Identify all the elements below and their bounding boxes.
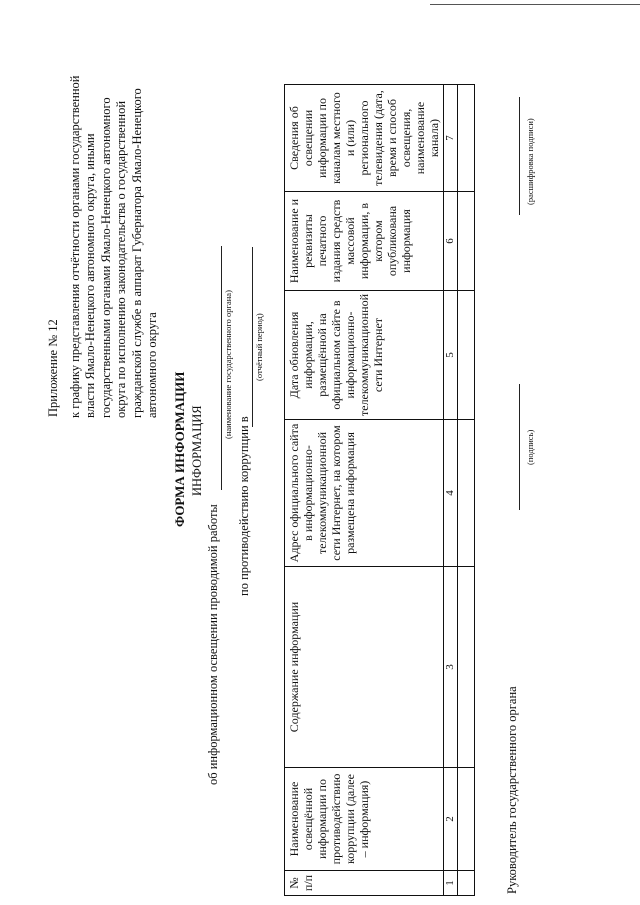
header-tv: Сведения об освещении информации по каналам местного и (или) регионального телевидения (дата, время и способ освещения, наименование канала) [285, 85, 444, 192]
header-website: Адрес официального сайта в информационно-телекоммуникационной сети Интернет, на котором размещена информация [285, 420, 444, 567]
table-cell [458, 85, 475, 192]
column-number: 7 [444, 85, 458, 192]
head-label: Руководитель государственного органа [505, 686, 519, 894]
table-cell [458, 768, 475, 871]
signature-line [519, 384, 520, 510]
signature-caption: (подпись) [525, 429, 535, 465]
appendix-line: власти Ямало-Ненецкого автономного округа, иными [83, 133, 98, 418]
header-number: № п/п [285, 871, 444, 896]
column-number: 5 [444, 291, 458, 420]
subtitle-line-2: по противодействию коррупции в [237, 416, 251, 596]
appendix-title: Приложение № 12 [46, 319, 60, 417]
appendix-line: гражданской службе в аппарат Губернатора Ямало-Ненецкого [129, 88, 144, 418]
column-number: 1 [444, 871, 458, 896]
table-cell [458, 291, 475, 420]
header-print-media: Наименование и реквизиты печатного издания средств массовой информации, в котором опубликована информация [285, 192, 444, 291]
table-cell [458, 192, 475, 291]
header-content: Содержание информации [285, 567, 444, 768]
header-update-date: Дата обновления информации, размещённой на официальном сайте в информационно-телекоммуникационной сети Интернет [285, 291, 444, 420]
agency-caption: (наименование государственного органа) [223, 290, 233, 439]
table-numbers-row [444, 85, 458, 896]
info-title: ИНФОРМАЦИЯ [190, 405, 204, 496]
period-underline [252, 247, 253, 427]
header-name: Наименование освещённой информации по противодействию коррупции (далее – информация) [285, 768, 444, 871]
table-blank-row [458, 85, 475, 896]
table-cell [458, 871, 475, 896]
appendix-text [68, 18, 160, 418]
appendix-line: округа по исполнению законодательства о государственной [114, 100, 129, 418]
column-number: 2 [444, 768, 458, 871]
column-number: 3 [444, 567, 458, 768]
appendix-line: государственными органами Ямало-Ненецкого автономного [98, 97, 113, 418]
appendix-line: автономного округа [145, 312, 160, 418]
decoding-caption: (расшифровка подписи) [525, 118, 535, 205]
column-number: 4 [444, 420, 458, 567]
decoding-line [519, 97, 520, 215]
table-cell [458, 567, 475, 768]
table-header-row [285, 85, 444, 896]
appendix-line: к графику представления отчётности органами государственной [68, 75, 82, 418]
column-number: 6 [444, 192, 458, 291]
period-caption: (отчётный период) [254, 313, 264, 381]
subtitle-line-1: об информационном освещении проводимой работы [206, 504, 220, 785]
table-cell [458, 420, 475, 567]
information-table [284, 84, 475, 896]
agency-underline [221, 246, 222, 490]
form-title: ФОРМА ИНФОРМАЦИИ [172, 371, 187, 527]
